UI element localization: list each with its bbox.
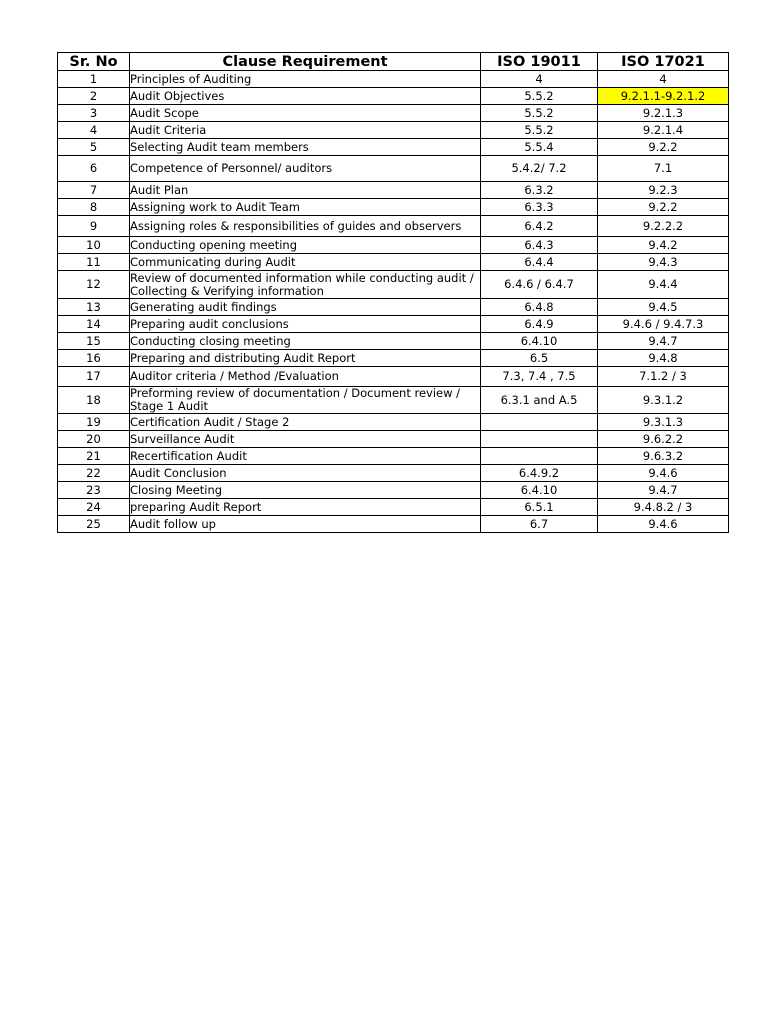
clause-requirement-cell: Competence of Personnel/ auditors — [130, 156, 481, 182]
sr-no-cell: 22 — [58, 465, 130, 482]
table-row — [58, 88, 729, 105]
iso-19011-cell: 5.5.4 — [481, 139, 598, 156]
iso-17021-cell: 9.2.2.2 — [598, 216, 729, 237]
sr-no-cell: 21 — [58, 448, 130, 465]
table-row — [58, 499, 729, 516]
table-body — [58, 71, 729, 533]
table-row — [58, 271, 729, 299]
table-row — [58, 216, 729, 237]
header-sr-no: Sr. No — [58, 53, 130, 71]
iso-17021-cell: 4 — [598, 71, 729, 88]
sr-no-cell: 20 — [58, 431, 130, 448]
iso-17021-cell: 9.2.2 — [598, 199, 729, 216]
clause-requirement-cell: Audit Conclusion — [130, 465, 481, 482]
sr-no-cell: 19 — [58, 414, 130, 431]
table-row — [58, 299, 729, 316]
header-iso-19011: ISO 19011 — [481, 53, 598, 71]
iso-17021-cell: 9.2.1.3 — [598, 105, 729, 122]
iso-17021-cell: 9.2.2 — [598, 139, 729, 156]
sr-no-cell: 14 — [58, 316, 130, 333]
iso-19011-cell: 6.5 — [481, 350, 598, 367]
iso-19011-cell: 6.7 — [481, 516, 598, 533]
iso-19011-cell: 6.4.2 — [481, 216, 598, 237]
iso-17021-cell: 9.4.3 — [598, 254, 729, 271]
clause-requirement-cell: Surveillance Audit — [130, 431, 481, 448]
sr-no-cell: 3 — [58, 105, 130, 122]
sr-no-cell: 16 — [58, 350, 130, 367]
clause-requirement-cell: Assigning roles & responsibilities of guides and observers — [130, 216, 481, 237]
clause-requirement-cell: Conducting closing meeting — [130, 333, 481, 350]
sr-no-cell: 6 — [58, 156, 130, 182]
clause-requirement-cell: Certification Audit / Stage 2 — [130, 414, 481, 431]
sr-no-cell: 2 — [58, 88, 130, 105]
clause-requirement-cell: preparing Audit Report — [130, 499, 481, 516]
clause-requirement-cell: Preforming review of documentation / Document review / Stage 1 Audit — [130, 387, 481, 414]
iso-19011-cell: 5.5.2 — [481, 88, 598, 105]
clause-requirement-cell: Conducting opening meeting — [130, 237, 481, 254]
iso-17021-cell: 9.4.5 — [598, 299, 729, 316]
table-row — [58, 350, 729, 367]
table-row — [58, 333, 729, 350]
iso-17021-cell: 9.6.3.2 — [598, 448, 729, 465]
table-row — [58, 254, 729, 271]
iso-19011-cell: 6.3.3 — [481, 199, 598, 216]
sr-no-cell: 10 — [58, 237, 130, 254]
iso-19011-cell: 6.3.2 — [481, 182, 598, 199]
table-row — [58, 199, 729, 216]
table-row — [58, 387, 729, 414]
sr-no-cell: 25 — [58, 516, 130, 533]
clause-requirement-cell: Selecting Audit team members — [130, 139, 481, 156]
clause-requirement-cell: Generating audit findings — [130, 299, 481, 316]
iso-17021-cell: 7.1 — [598, 156, 729, 182]
iso-17021-cell: 9.3.1.2 — [598, 387, 729, 414]
iso-17021-cell: 7.1.2 / 3 — [598, 367, 729, 387]
sr-no-cell: 18 — [58, 387, 130, 414]
iso-17021-cell: 9.4.8 — [598, 350, 729, 367]
clause-requirement-cell: Principles of Auditing — [130, 71, 481, 88]
iso-19011-cell: 6.5.1 — [481, 499, 598, 516]
iso-19011-cell — [481, 431, 598, 448]
header-iso-17021: ISO 17021 — [598, 53, 729, 71]
table-row — [58, 482, 729, 499]
clause-requirement-cell: Preparing and distributing Audit Report — [130, 350, 481, 367]
table-row — [58, 237, 729, 254]
iso-17021-cell: 9.4.2 — [598, 237, 729, 254]
iso-17021-cell: 9.2.3 — [598, 182, 729, 199]
iso-19011-cell: 7.3, 7.4 , 7.5 — [481, 367, 598, 387]
sr-no-cell: 12 — [58, 271, 130, 299]
iso-17021-cell: 9.4.6 — [598, 516, 729, 533]
sr-no-cell: 8 — [58, 199, 130, 216]
table-row — [58, 71, 729, 88]
iso-17021-cell: 9.4.7 — [598, 482, 729, 499]
table-row — [58, 465, 729, 482]
iso-19011-cell: 5.4.2/ 7.2 — [481, 156, 598, 182]
iso-19011-cell: 6.4.10 — [481, 482, 598, 499]
table-row — [58, 448, 729, 465]
table-row — [58, 139, 729, 156]
sr-no-cell: 5 — [58, 139, 130, 156]
iso-17021-cell: 9.4.6 — [598, 465, 729, 482]
clause-requirement-cell: Assigning work to Audit Team — [130, 199, 481, 216]
sr-no-cell: 13 — [58, 299, 130, 316]
iso-19011-cell: 5.5.2 — [481, 122, 598, 139]
table-row — [58, 431, 729, 448]
sr-no-cell: 7 — [58, 182, 130, 199]
clause-requirement-cell: Preparing audit conclusions — [130, 316, 481, 333]
table-row — [58, 122, 729, 139]
iso-19011-cell: 6.3.1 and A.5 — [481, 387, 598, 414]
clause-requirement-cell: Audit Criteria — [130, 122, 481, 139]
iso-19011-cell: 6.4.9.2 — [481, 465, 598, 482]
sr-no-cell: 11 — [58, 254, 130, 271]
sr-no-cell: 9 — [58, 216, 130, 237]
sr-no-cell: 4 — [58, 122, 130, 139]
sr-no-cell: 24 — [58, 499, 130, 516]
sr-no-cell: 15 — [58, 333, 130, 350]
iso-19011-cell: 6.4.8 — [481, 299, 598, 316]
iso-17021-cell: 9.6.2.2 — [598, 431, 729, 448]
iso-17021-cell: 9.2.1.4 — [598, 122, 729, 139]
iso-19011-cell: 6.4.3 — [481, 237, 598, 254]
clause-requirement-cell: Review of documented information while conducting audit / Collecting & Verifying information — [130, 271, 481, 299]
table-row — [58, 414, 729, 431]
clause-requirement-cell: Audit Scope — [130, 105, 481, 122]
sr-no-cell: 23 — [58, 482, 130, 499]
header-clause-requirement: Clause Requirement — [130, 53, 481, 71]
clause-requirement-cell: Recertification Audit — [130, 448, 481, 465]
sr-no-cell: 17 — [58, 367, 130, 387]
iso-17021-cell: 9.4.6 / 9.4.7.3 — [598, 316, 729, 333]
iso-17021-cell: 9.4.4 — [598, 271, 729, 299]
table-row — [58, 316, 729, 333]
iso-19011-cell: 6.4.6 / 6.4.7 — [481, 271, 598, 299]
clause-requirement-cell: Audit Plan — [130, 182, 481, 199]
table-row — [58, 156, 729, 182]
table-row — [58, 105, 729, 122]
table-row — [58, 367, 729, 387]
iso-19011-cell — [481, 448, 598, 465]
iso-17021-cell: 9.4.7 — [598, 333, 729, 350]
iso-19011-cell: 6.4.4 — [481, 254, 598, 271]
clause-requirement-cell: Auditor criteria / Method /Evaluation — [130, 367, 481, 387]
clause-mapping-table — [57, 52, 729, 533]
table-row — [58, 516, 729, 533]
sr-no-cell: 1 — [58, 71, 130, 88]
clause-requirement-cell: Audit follow up — [130, 516, 481, 533]
iso-19011-cell — [481, 414, 598, 431]
iso-19011-cell: 6.4.10 — [481, 333, 598, 350]
clause-requirement-cell: Audit Objectives — [130, 88, 481, 105]
clause-requirement-cell: Closing Meeting — [130, 482, 481, 499]
clause-requirement-cell: Communicating during Audit — [130, 254, 481, 271]
table-row — [58, 182, 729, 199]
iso-17021-cell: 9.4.8.2 / 3 — [598, 499, 729, 516]
iso-19011-cell: 6.4.9 — [481, 316, 598, 333]
iso-19011-cell: 5.5.2 — [481, 105, 598, 122]
iso-17021-cell: 9.2.1.1-9.2.1.2 — [598, 88, 729, 105]
iso-17021-cell: 9.3.1.3 — [598, 414, 729, 431]
table-header-row — [58, 53, 729, 71]
iso-19011-cell: 4 — [481, 71, 598, 88]
